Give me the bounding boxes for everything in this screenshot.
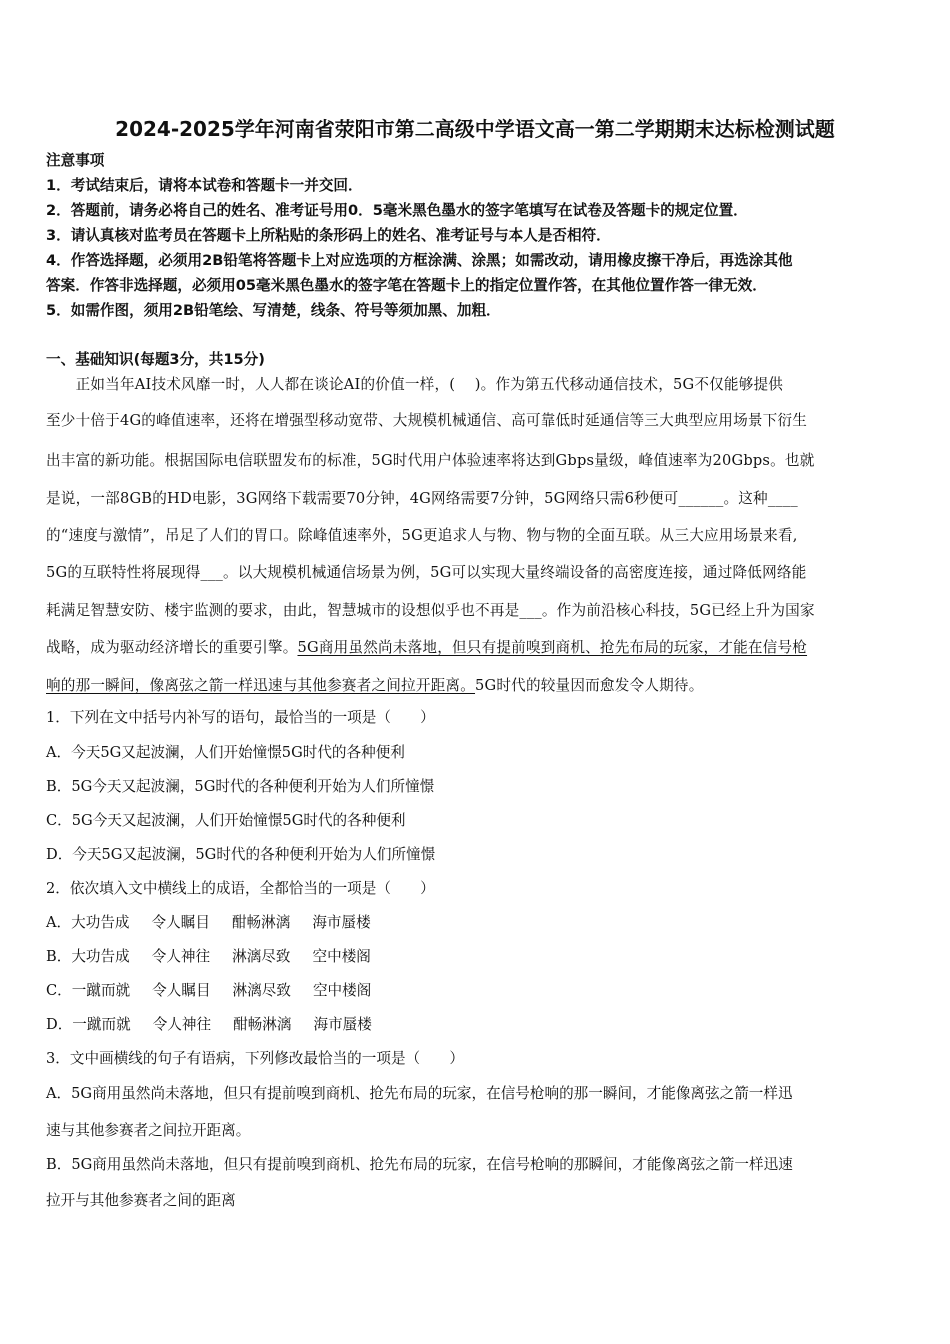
idiom: 令人神往 bbox=[151, 948, 211, 965]
idiom: 空中楼阁 bbox=[312, 982, 372, 999]
underlined-sentence: 响的那一瞬间，像离弦之箭一样迅速与其他参赛者之间拉开距离。 bbox=[46, 677, 476, 694]
passage-line bbox=[46, 676, 704, 696]
underlined-sentence: 5G商用虽然尚未落地，但只有提前嗅到商机、抢先布局的玩家，才能在信号枪 bbox=[297, 639, 808, 656]
option-a-cont: 速与其他参赛者之间拉开距离。 bbox=[46, 1122, 251, 1139]
option-b: B．5G商用虽然尚未落地，但只有提前嗅到商机、抢先布局的玩家，在信号枪响的那瞬间，才能像离弦之箭一样迅速 bbox=[46, 1156, 793, 1173]
idiom: 大功告成 bbox=[71, 948, 130, 965]
passage-line bbox=[46, 638, 807, 658]
passage-line: 出丰富的新功能。根据国际电信联盟发布的标准，5G时代用户体验速率将达到Gbps量级，峰值速率为20Gbps。也就 bbox=[46, 452, 815, 469]
idiom: 令人神往 bbox=[152, 1016, 212, 1033]
passage-text: 战略，成为驱动经济增长的重要引擎。 bbox=[46, 639, 298, 656]
idiom: 淋漓尽致 bbox=[232, 948, 291, 965]
idiom: 一蹴而就 bbox=[71, 982, 131, 999]
passage-text: 5G时代的较量因而愈发令人期待。 bbox=[475, 677, 704, 694]
question-stem: 1．下列在文中括号内补写的语句，最恰当的一项是（ ） bbox=[46, 709, 435, 726]
page-title: 2024-2025学年河南省荥阳市第二高级中学语文高一第二学期期末达标检测试题 bbox=[115, 117, 835, 141]
idiom: 一蹴而就 bbox=[72, 1016, 131, 1033]
idiom: 令人瞩目 bbox=[152, 982, 211, 999]
idiom: 淋漓尽致 bbox=[232, 982, 291, 999]
question-stem: 3．文中画横线的句子有语病，下列修改最恰当的一项是（ ） bbox=[46, 1050, 464, 1067]
passage-line: 5G的互联特性将展现得___。以大规模机械通信场景为例，5G可以实现大量终端设备的高密度连接，通过降低网络能 bbox=[46, 564, 807, 581]
option-c: C．5G今天又起波澜，人们开始憧憬5G时代的各种便利 bbox=[46, 812, 406, 829]
idiom: 酣畅淋漓 bbox=[231, 914, 291, 931]
option-a: A．今天5G又起波澜，人们开始憧憬5G时代的各种便利 bbox=[46, 744, 405, 761]
idiom: 大功告成 bbox=[71, 914, 130, 931]
option-b: B．5G今天又起波澜，5G时代的各种便利开始为人们所憧憬 bbox=[46, 778, 435, 795]
notice-item: 5．如需作图，须用2B铅笔绘、写清楚，线条、符号等须加黑、加粗． bbox=[46, 302, 501, 319]
passage-line: 至少十倍于4G的峰值速率，还将在增强型移动宽带、大规模机械通信、高可靠低时延通信等三大典型应用场景下衍生 bbox=[46, 412, 808, 429]
idiom: 酣畅淋漓 bbox=[233, 1016, 292, 1033]
option-label: C． bbox=[46, 982, 72, 999]
passage-line: 耗满足智慧安防、楼宇监测的要求，由此，智慧城市的设想似乎也不再是___。作为前沿核心科技，5G已经上升为国家 bbox=[46, 602, 815, 619]
idiom: 海市蜃楼 bbox=[313, 1016, 372, 1033]
option-b bbox=[46, 947, 371, 967]
notice-item: 1．考试结束后，请将本试卷和答题卡一并交回． bbox=[46, 177, 363, 194]
option-label: A． bbox=[46, 914, 72, 931]
idiom: 海市蜃楼 bbox=[312, 914, 371, 931]
passage-line: 的“速度与激情”，吊足了人们的胃口。除峰值速率外，5G更追求人与物、物与物的全面互联。从三大应用场景来看, bbox=[46, 527, 798, 544]
option-b-cont: 拉开与其他参赛者之间的距离 bbox=[46, 1192, 236, 1209]
option-a bbox=[46, 913, 371, 933]
notice-heading: 注意事项 bbox=[46, 152, 105, 169]
option-d bbox=[46, 1015, 372, 1035]
question-stem: 2．依次填入文中横线上的成语，全都恰当的一项是（ ） bbox=[46, 880, 435, 897]
notice-item: 2．答题前，请务必将自己的姓名、准考证号用0．5毫米黑色墨水的签字笔填写在试卷及答题卡的规定位置． bbox=[46, 202, 748, 219]
passage-line: 是说，一部8GB的HD电影，3G网络下载需要70分钟，4G网络需要7分钟，5G网络只需6秒便可______。这种____ bbox=[46, 490, 798, 507]
notice-item: 4．作答选择题，必须用2B铅笔将答题卡上对应选项的方框涂满、涂黑；如需改动，请用橡皮擦干净后，再选涂其他 bbox=[46, 252, 793, 269]
idiom: 令人瞩目 bbox=[151, 914, 210, 931]
notice-item: 3．请认真核对监考员在答题卡上所粘贴的条形码上的姓名、准考证号与本人是否相符． bbox=[46, 227, 611, 244]
notice-item: 答案．作答非选择题，必须用05毫米黑色墨水的签字笔在答题卡上的指定位置作答，在其他位置作答一律无效． bbox=[46, 277, 767, 294]
option-a: A．5G商用虽然尚未落地，但只有提前嗅到商机、抢先布局的玩家，在信号枪响的那一瞬间，才能像离弦之箭一样迅 bbox=[46, 1085, 793, 1102]
idiom: 空中楼阁 bbox=[312, 948, 371, 965]
option-d: D．今天5G又起波澜，5G时代的各种便利开始为人们所憧憬 bbox=[46, 846, 436, 863]
option-label: D． bbox=[46, 1016, 73, 1033]
section-heading: 一、基础知识(每题3分，共15分) bbox=[46, 351, 265, 368]
passage-line: 正如当年AI技术风靡一时，人人都在谈论AI的价值一样，( )。作为第五代移动通信技术，5G不仅能够提供 bbox=[46, 376, 784, 393]
option-c bbox=[46, 981, 371, 1001]
option-label: B． bbox=[46, 948, 72, 965]
